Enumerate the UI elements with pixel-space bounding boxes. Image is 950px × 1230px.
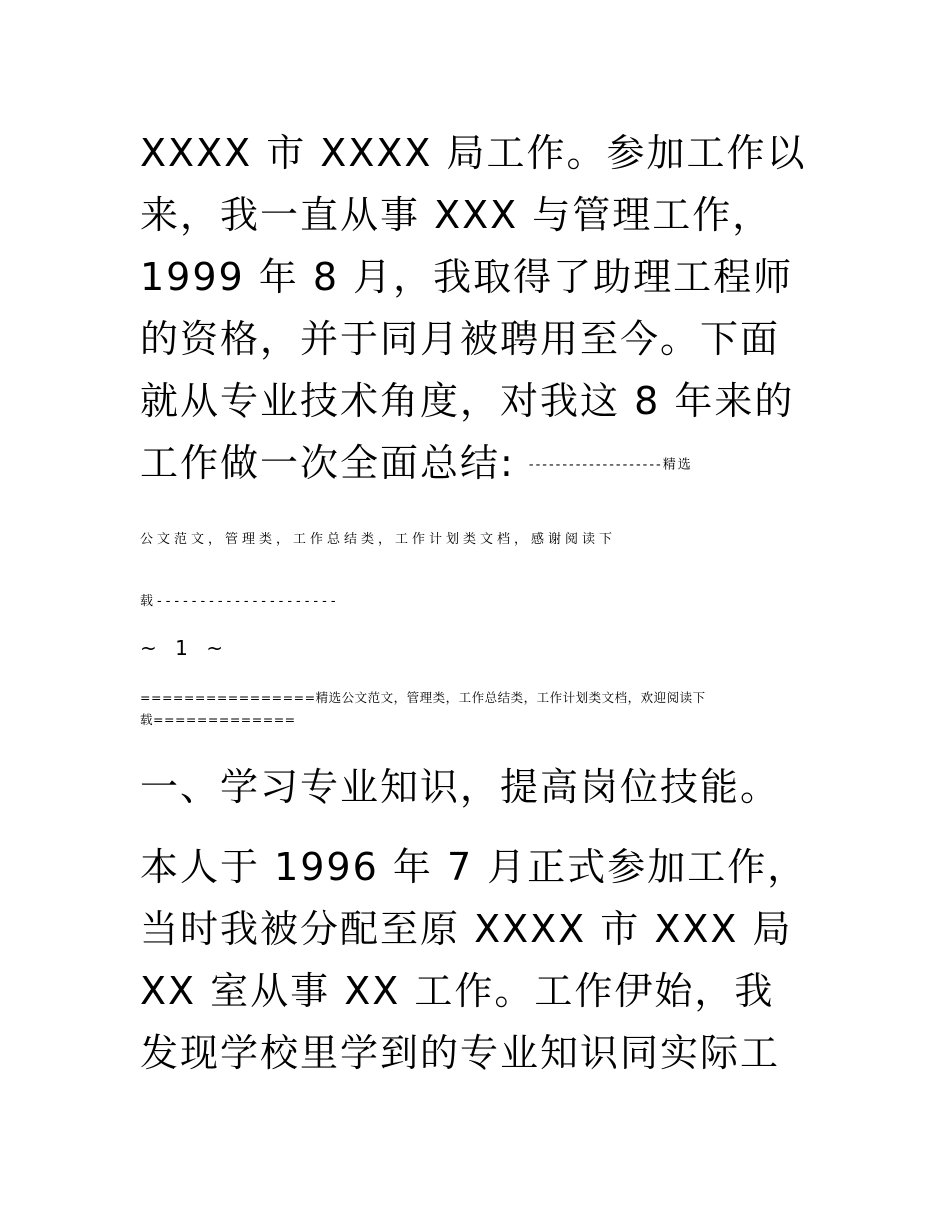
body-text-line: 本人于 1996 年 7 月正式参加工作， (140, 845, 808, 889)
watermark-dash-trailer: --------------------精选 (528, 457, 693, 473)
footer-watermark-line: 载--------------------- (140, 594, 340, 609)
header-watermark-line: 载============= (140, 712, 296, 727)
body-text-line: XXXX 市 XXXX 局工作。参加工作以 (140, 131, 807, 175)
body-text-line: 来，我一直从事 XXX 与管理工作， (140, 193, 773, 237)
page-number: ~ 1 ~ (140, 636, 229, 660)
body-text-line: XX 室从事 XX 工作。工作伊始，我 (140, 969, 775, 1013)
body-text-line: 当时我被分配至原 XXXX 市 XXX 局 (140, 907, 793, 951)
body-text-line-last (140, 432, 840, 497)
body-text-line: 1999 年 8 月，我取得了助理工程师 (140, 255, 794, 299)
body-text-line: 的资格，并于同月被聘用至今。下面 (140, 317, 781, 361)
section-heading: 一、学习专业知识，提高岗位技能。 (140, 765, 781, 809)
footer-watermark-line: 公文范文，管理类，工作总结类，工作计划类文档，感谢阅读下 (140, 532, 617, 547)
body-text-line-end: 工作做一次全面总结: (140, 441, 515, 485)
body-text-line: 就从专业技术角度，对我这 8 年来的 (140, 379, 795, 423)
header-watermark-line: ================精选公文范文，管理类，工作总结类，工作计划类文档，欢迎阅读下 (140, 690, 706, 705)
body-text-line: 发现学校里学到的专业知识同实际工 (140, 1031, 781, 1075)
